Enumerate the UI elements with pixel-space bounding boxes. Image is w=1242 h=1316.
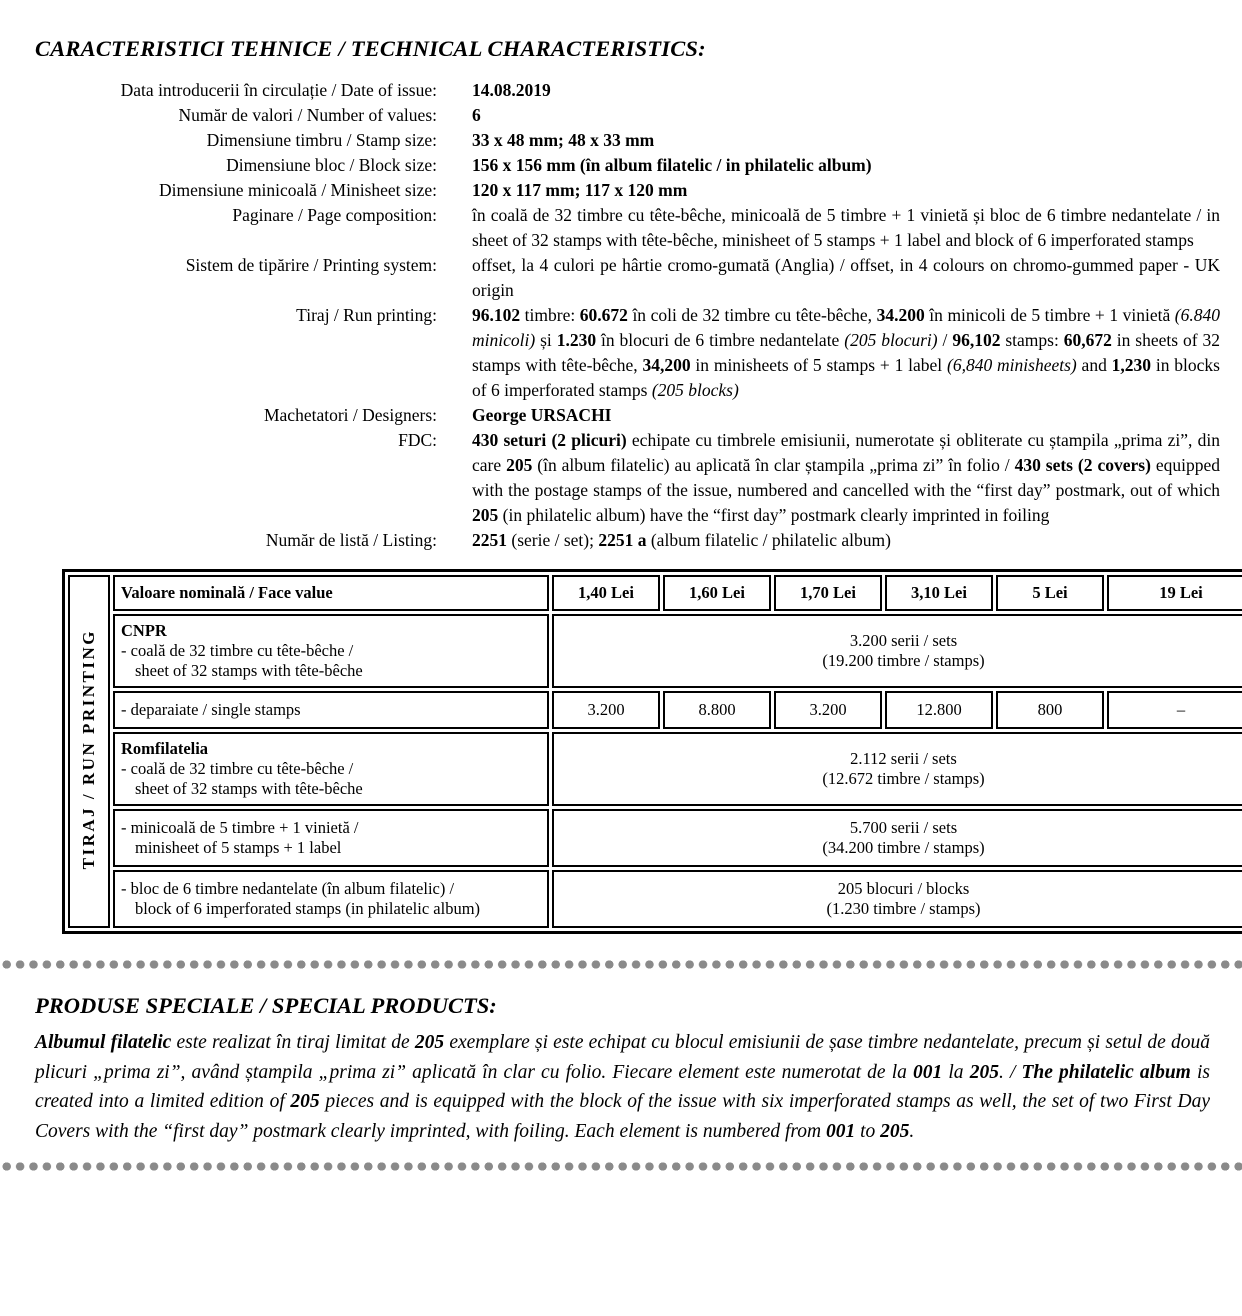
row-label xyxy=(113,870,549,928)
text-segment: (205 blocuri) xyxy=(844,330,938,350)
merged-quantity-line: (19.200 timbre / stamps) xyxy=(822,651,985,670)
merged-quantity-line: (34.200 timbre / stamps) xyxy=(822,838,985,857)
text-segment: 156 x 156 mm (în album filatelic / in philatelic album) xyxy=(472,155,872,175)
text-segment: 96.102 xyxy=(472,305,521,325)
face-value-column-header: 1,60 Lei xyxy=(663,575,771,611)
table-side-label-cell xyxy=(68,575,110,928)
merged-quantity-cell xyxy=(552,870,1242,928)
face-value-column-header: 19 Lei xyxy=(1107,575,1242,611)
row-label-line: - coală de 32 timbre cu tête-bêche / xyxy=(121,759,354,778)
text-segment: (6.840 minicoli) xyxy=(472,305,1220,350)
text-segment: 60.672 xyxy=(579,305,628,325)
table-side-label: TIRAJ / RUN PRINTING xyxy=(79,628,98,870)
quantity-cell: 800 xyxy=(996,691,1104,729)
characteristic-label: Paginare / Page composition: xyxy=(232,205,437,225)
row-label-line: - minicoală de 5 timbre + 1 vinietă / xyxy=(121,818,359,837)
text-segment: (în album filatelic) au aplicată în clar ștampila „prima zi” în folio / xyxy=(532,455,1015,475)
text-segment: în minicoli de 5 timbre + 1 vinietă xyxy=(924,305,1175,325)
text-segment: 205 xyxy=(506,455,533,475)
characteristic-value xyxy=(472,428,1222,528)
text-segment: în coli de 32 timbre cu tête-bêche, xyxy=(627,305,877,325)
text-segment: în blocuri de 6 timbre nedantelate xyxy=(596,330,845,350)
face-value-column-header: 3,10 Lei xyxy=(885,575,993,611)
row-label xyxy=(113,809,549,867)
face-value-column-header: 1,70 Lei xyxy=(774,575,882,611)
table-row xyxy=(68,809,1242,867)
row-label-line: Romfilatelia xyxy=(121,739,209,758)
text-segment: și xyxy=(535,330,557,350)
table-header-row xyxy=(68,575,1242,611)
text-segment: 2251 a xyxy=(598,530,647,550)
text-segment: (serie / set); xyxy=(507,530,599,550)
characteristic-label: Număr de listă / Listing: xyxy=(265,530,437,550)
face-value-column-header: 1,40 Lei xyxy=(552,575,660,611)
text-segment: Albumul filatelic xyxy=(35,1032,172,1053)
characteristic-label: Tiraj / Run printing: xyxy=(296,305,437,325)
text-segment: is created into a limited edition of xyxy=(35,1061,1210,1112)
table-row xyxy=(68,732,1242,806)
text-segment: . xyxy=(909,1120,915,1142)
print-run-table xyxy=(62,569,1242,934)
characteristic-label: Data introducerii în circulație / Date of issue: xyxy=(120,80,437,100)
text-segment: (205 blocks) xyxy=(651,380,739,400)
text-segment: and xyxy=(1076,355,1112,375)
table-row xyxy=(68,614,1242,688)
row-label-line: sheet of 32 stamps with tête-bêche xyxy=(135,779,363,798)
text-segment: 1.230 xyxy=(556,330,597,350)
merged-quantity-line: 2.112 serii / sets xyxy=(850,749,957,768)
text-segment: la xyxy=(942,1061,970,1083)
text-segment: timbre: xyxy=(520,305,580,325)
technical-characteristics-list xyxy=(0,78,1222,553)
row-label-line: - coală de 32 timbre cu tête-bêche / xyxy=(121,641,354,660)
text-segment: 14.08.2019 xyxy=(472,80,551,100)
merged-quantity-line: 3.200 serii / sets xyxy=(849,631,958,650)
merged-quantity-cell xyxy=(552,614,1242,688)
merged-quantity-cell xyxy=(552,809,1242,867)
quantity-cell: – xyxy=(1107,691,1242,729)
row-label xyxy=(113,732,549,806)
text-segment: 205 xyxy=(880,1120,910,1142)
characteristic-label: Sistem de tipărire / Printing system: xyxy=(185,255,437,275)
text-segment: 34,200 xyxy=(642,355,691,375)
text-segment: 001 xyxy=(825,1120,856,1142)
merged-quantity-line: 205 blocuri / blocks xyxy=(837,879,970,898)
characteristic-value xyxy=(472,128,1222,153)
characteristic-value xyxy=(472,203,1222,253)
text-segment: este realizat în tiraj limitat de xyxy=(171,1032,415,1053)
row-label-line: minisheet of 5 stamps + 1 label xyxy=(135,838,342,857)
text-segment: 34.200 xyxy=(876,305,925,325)
characteristic-value xyxy=(472,103,1222,128)
text-segment: stamps: xyxy=(1000,330,1064,350)
text-segment: George URSACHI xyxy=(472,405,612,425)
row-label-line: block of 6 imperforated stamps (in philatelic album) xyxy=(135,899,481,918)
characteristic-value xyxy=(472,253,1222,303)
characteristic-value xyxy=(472,178,1222,203)
row-label-line: sheet of 32 stamps with tête-bêche xyxy=(135,661,363,680)
text-segment: in blocks of 6 imperforated stamps xyxy=(472,355,1220,400)
text-segment: echipate cu timbrele emisiunii, numerotate și obliterate cu ștampila „prima zi”, din care xyxy=(472,430,1220,475)
quantity-cell: 3.200 xyxy=(774,691,882,729)
merged-quantity-line: 5.700 serii / sets xyxy=(849,818,958,837)
text-segment: 205 xyxy=(414,1032,445,1053)
text-segment: 430 sets (2 covers) xyxy=(1014,455,1151,475)
row-label xyxy=(113,614,549,688)
text-segment: exemplare și este echipat cu blocul emisiunii de șase timbre nedantelate, precum și setul de două plicuri „prima zi”, având ștampila „prima zi” aplicată în clar cu folio. Fiecare element este numerotat de la xyxy=(35,1032,1210,1083)
merged-quantity-cell xyxy=(552,732,1242,806)
quantity-cell: 3.200 xyxy=(552,691,660,729)
row-label-line: - deparaiate / single stamps xyxy=(121,700,301,719)
quantity-cell: 8.800 xyxy=(663,691,771,729)
characteristic-label: Număr de valori / Number of values: xyxy=(178,105,437,125)
text-segment: 2251 xyxy=(472,530,507,550)
characteristic-value xyxy=(472,528,1222,553)
row-label-line: - bloc de 6 timbre nedantelate (în album filatelic) / xyxy=(121,879,455,898)
table-row xyxy=(68,691,1242,729)
text-segment: 6 xyxy=(472,105,481,125)
text-segment: 001 xyxy=(913,1061,943,1083)
table-row xyxy=(68,870,1242,928)
merged-quantity-line: (1.230 timbre / stamps) xyxy=(826,899,981,918)
text-segment: in sheets of 32 stamps with tête-bêche, xyxy=(472,330,1220,375)
characteristic-value xyxy=(472,403,1222,428)
characteristic-label: Dimensiune timbru / Stamp size: xyxy=(206,130,437,150)
characteristic-label: Machetatori / Designers: xyxy=(263,405,437,425)
special-products-paragraph xyxy=(35,1028,1210,1146)
characteristic-value xyxy=(472,153,1222,178)
text-segment: The philatelic album xyxy=(1021,1061,1191,1083)
text-segment: (in philatelic album) have the “first day” postmark clearly imprinted in foiling xyxy=(498,505,1050,525)
text-segment: (6,840 minisheets) xyxy=(947,355,1077,375)
text-segment: in minisheets of 5 stamps + 1 label xyxy=(690,355,947,375)
text-segment: / xyxy=(937,330,953,350)
face-value-column-header: 5 Lei xyxy=(996,575,1104,611)
characteristic-value xyxy=(472,78,1222,103)
face-value-header: Valoare nominală / Face value xyxy=(113,575,549,611)
quantity-cell: 12.800 xyxy=(885,691,993,729)
merged-quantity-line: (12.672 timbre / stamps) xyxy=(822,769,985,788)
text-segment: . / xyxy=(998,1061,1022,1083)
text-segment: 430 seturi (2 plicuri) xyxy=(472,430,627,450)
row-label xyxy=(113,691,549,729)
page-title: CARACTERISTICI TEHNICE / TECHNICAL CHARACTERISTICS: xyxy=(35,36,706,61)
dotted-separator-top xyxy=(0,960,1242,969)
characteristic-label: Dimensiune bloc / Block size: xyxy=(226,155,437,175)
text-segment: 205 xyxy=(472,505,499,525)
text-segment: 1,230 xyxy=(1111,355,1152,375)
text-segment: to xyxy=(855,1120,881,1142)
text-segment: (album filatelic / philatelic album) xyxy=(646,530,891,550)
row-label-line: CNPR xyxy=(121,621,167,640)
text-segment: pieces and is equipped with the block of the issue with six imperforated stamps as well, the set of two First Day Covers with the “first day” postmark clearly imprinted, with foiling. Each element is numbered from xyxy=(35,1091,1210,1142)
characteristic-value xyxy=(472,303,1222,403)
characteristic-label: FDC: xyxy=(398,430,437,450)
text-segment: equipped with the postage stamps of the issue, numbered and cancelled with the “first day” postmark, out of which xyxy=(472,455,1220,500)
text-segment: 205 xyxy=(290,1091,320,1112)
text-segment: în coală de 32 timbre cu tête-bêche, minicoală de 5 timbre + 1 vinietă și bloc de 6 timbre nedantelate / in sheet of 32 stamps with tête-bêche, minisheet of 5 stamps + 1 label and block of 6 imperforated stamps xyxy=(472,205,1220,250)
text-segment: offset, la 4 culori pe hârtie cromo-gumată (Anglia) / offset, in 4 colours on chromo-gummed paper - UK origin xyxy=(472,255,1220,300)
text-segment: 120 x 117 mm; 117 x 120 mm xyxy=(472,180,688,200)
text-segment: 60,672 xyxy=(1063,330,1112,350)
text-segment: 205 xyxy=(969,1061,999,1083)
characteristic-label: Dimensiune minicoală / Minisheet size: xyxy=(159,180,437,200)
text-segment: 96,102 xyxy=(952,330,1001,350)
special-products-title: PRODUSE SPECIALE / SPECIAL PRODUCTS: xyxy=(35,993,497,1018)
dotted-separator-bottom xyxy=(0,1162,1242,1171)
text-segment: 33 x 48 mm; 48 x 33 mm xyxy=(472,130,655,150)
